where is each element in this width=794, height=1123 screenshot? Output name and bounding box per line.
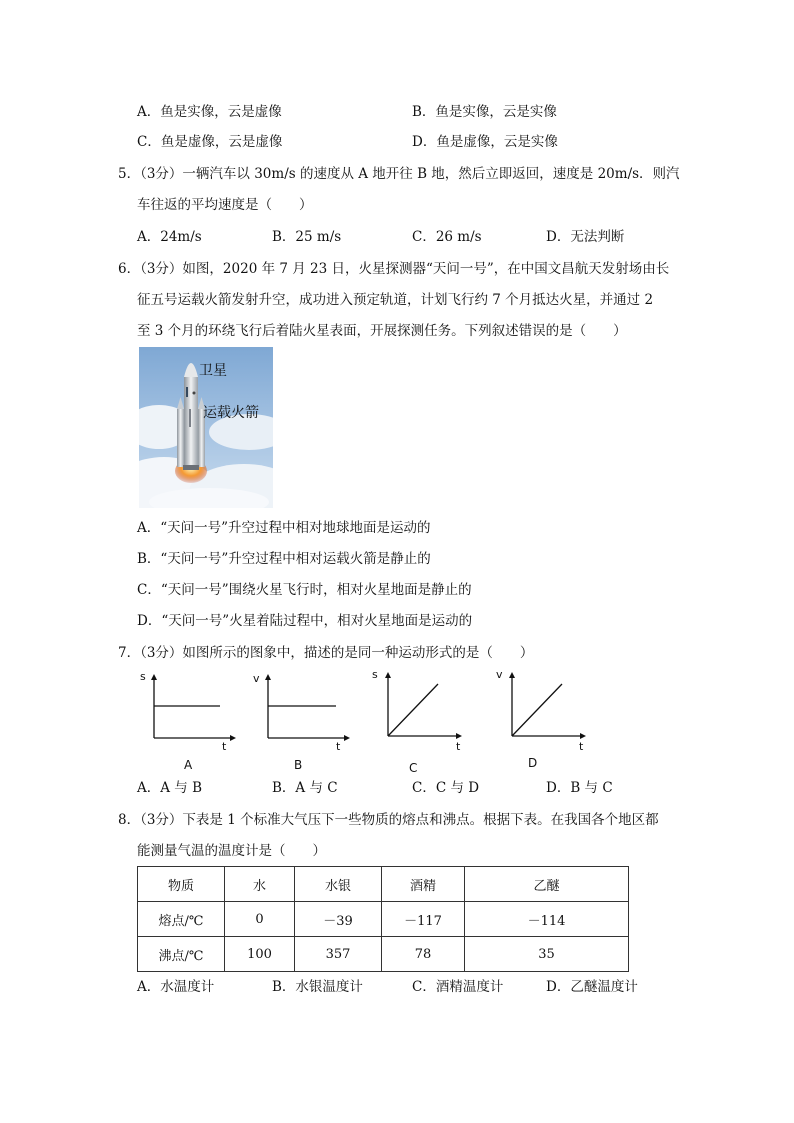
q7-option-d: D．B 与 C	[546, 780, 613, 796]
table-cell: －117	[382, 902, 465, 937]
q6-stem-line1: 6．（3分）如图，2020 年 7 月 23 日，火星探测器“天问一号”，在中国文昌航天发射场由长	[118, 261, 670, 277]
rocket-launch-photo	[139, 347, 273, 508]
table-row	[138, 902, 629, 937]
q8-option-a: A．水温度计	[137, 979, 215, 995]
label-launch-rocket: 运载火箭	[203, 405, 259, 421]
graph-c-name: C	[409, 761, 418, 775]
graph-b-vt-constant	[254, 670, 354, 750]
table-header-cell: 乙醚	[465, 867, 629, 902]
graph-c-y-label: s	[372, 668, 378, 681]
graph-a-y-label: s	[140, 670, 146, 683]
table-row	[138, 937, 629, 972]
graph-c-x-label: t	[456, 740, 461, 753]
q4-option-d: D．鱼是虚像，云是实像	[412, 134, 558, 150]
q6-stem-line2: 征五号运载火箭发射升空，成功进入预定轨道，计划飞行约 7 个月抵达火星，并通过 2	[137, 292, 654, 308]
q8-option-c: C．酒精温度计	[412, 979, 504, 995]
table-header-cell: 酒精	[382, 867, 465, 902]
table-cell: 35	[465, 937, 629, 972]
q7-stem: 7．（3分）如图所示的图象中，描述的是同一种运动形式的是（ ）	[118, 645, 534, 661]
q8-stem-line1: 8．（3分）下表是 1 个标准大气压下一些物质的熔点和沸点。根据下表。在我国各个地区都	[118, 812, 659, 828]
q4-option-c: C．鱼是虚像，云是虚像	[137, 134, 283, 150]
q8-option-d: D．乙醚温度计	[546, 979, 638, 995]
table-cell: 0	[225, 902, 295, 937]
graph-b-x-label: t	[336, 740, 341, 753]
graph-c-st-linear	[374, 668, 474, 748]
q8-option-b: B．水银温度计	[272, 979, 363, 995]
graph-d-name: D	[528, 756, 538, 770]
table-cell: 78	[382, 937, 465, 972]
q5-option-b: B．25 m/s	[272, 229, 342, 245]
q8-stem-line2: 能测量气温的温度计是（ ）	[137, 843, 326, 859]
table-cell: 100	[225, 937, 295, 972]
table-cell: 沸点/℃	[138, 937, 225, 972]
q6-stem-line3: 至 3 个月的环绕飞行后着陆火星表面，开展探测任务。下列叙述错误的是（ ）	[137, 323, 627, 339]
q6-option-b: B．“天问一号”升空过程中相对运载火箭是静止的	[137, 551, 431, 567]
graph-a-x-label: t	[222, 740, 227, 753]
graph-d-y-label: v	[496, 668, 503, 681]
table-header-cell: 水银	[295, 867, 382, 902]
q7-option-c: C．C 与 D	[412, 780, 480, 796]
table-cell: －39	[295, 902, 382, 937]
q6-option-a: A．“天问一号”升空过程中相对地球地面是运动的	[137, 520, 431, 536]
q4-option-b: B．鱼是实像，云是实像	[412, 104, 557, 120]
graph-a-st-constant	[140, 670, 240, 750]
table-header-cell: 物质	[138, 867, 225, 902]
graph-d-vt-linear	[498, 668, 598, 748]
q6-option-c: C．“天问一号”围绕火星飞行时，相对火星地面是静止的	[137, 582, 472, 598]
table-header-cell: 水	[225, 867, 295, 902]
q5-stem-line1: 5．（3分）一辆汽车以 30m/s 的速度从 A 地开往 B 地，然后立即返回，速度是 20m/s．则汽	[118, 166, 680, 182]
table-cell: －114	[465, 902, 629, 937]
graph-b-y-label: v	[253, 672, 260, 685]
table-header-row	[138, 867, 629, 902]
q4-option-a: A．鱼是实像，云是虚像	[137, 104, 282, 120]
q5-option-a: A．24m/s	[137, 229, 202, 245]
q5-stem-line2: 车往返的平均速度是（ ）	[137, 197, 313, 213]
q7-option-a: A．A 与 B	[137, 780, 203, 796]
q5-option-d: D．无法判断	[546, 229, 625, 245]
q6-option-d: D．“天问一号”火星着陆过程中，相对火星地面是运动的	[137, 613, 473, 629]
table-cell: 熔点/℃	[138, 902, 225, 937]
q7-option-b: B．A 与 C	[272, 780, 338, 796]
melting-boiling-point-table	[137, 866, 629, 972]
graph-b-name: B	[294, 758, 303, 772]
table-cell: 357	[295, 937, 382, 972]
graph-d-x-label: t	[579, 740, 584, 753]
label-satellite: 卫星	[199, 363, 227, 379]
graph-a-name: A	[184, 758, 193, 772]
q5-option-c: C．26 m/s	[412, 229, 482, 245]
